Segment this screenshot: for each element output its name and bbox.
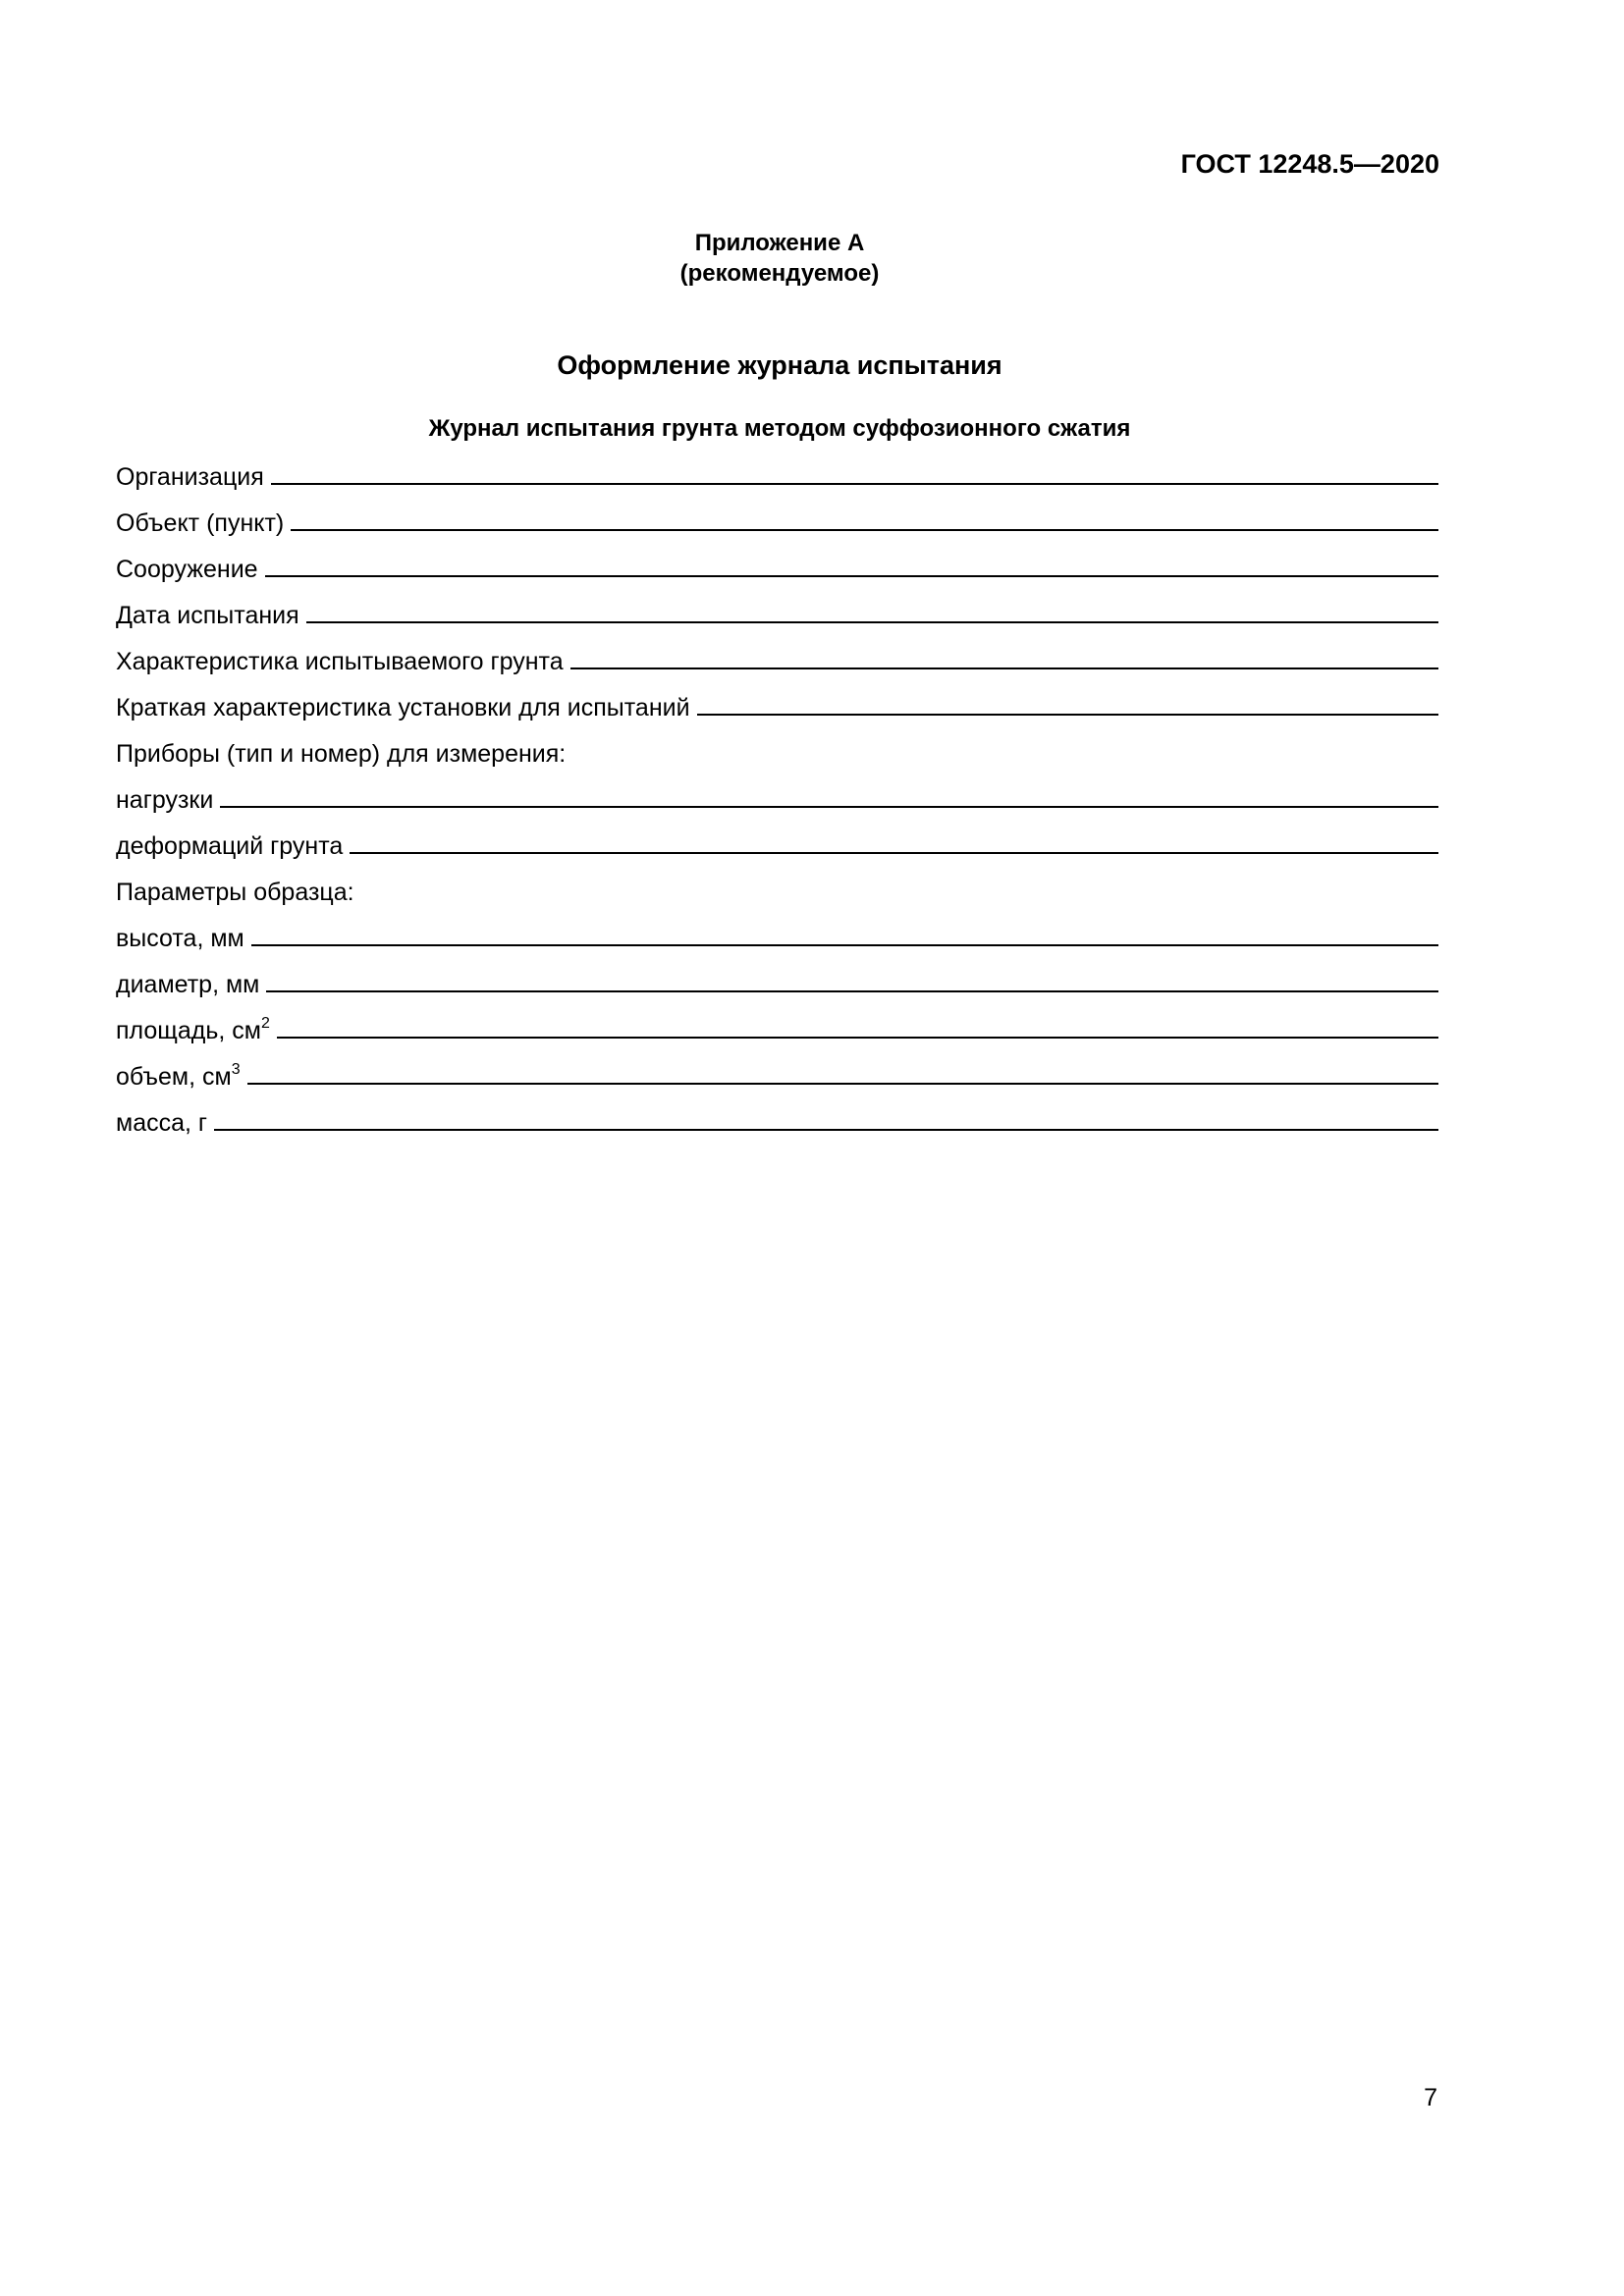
diameter-blank-line bbox=[266, 971, 1438, 992]
form-row-organization bbox=[116, 463, 1438, 509]
soil-characteristics-blank-line bbox=[570, 648, 1438, 669]
journal-form bbox=[116, 463, 1438, 1155]
height-blank-line bbox=[251, 925, 1438, 946]
field-label: Объект (пункт) bbox=[116, 509, 285, 537]
form-row-height bbox=[116, 925, 1438, 971]
field-label: деформаций грунта bbox=[116, 832, 344, 860]
field-label: Краткая характеристика установки для испытаний bbox=[116, 694, 690, 721]
field-label: нагрузки bbox=[116, 786, 214, 814]
page-number: 7 bbox=[1424, 2084, 1437, 2111]
form-row-apparatus bbox=[116, 694, 1438, 740]
form-row-area bbox=[116, 1014, 1438, 1063]
deformation-blank-line bbox=[350, 832, 1438, 854]
apparatus-blank-line bbox=[697, 694, 1438, 716]
field-label: масса, г bbox=[116, 1109, 208, 1137]
form-row-volume bbox=[116, 1060, 1438, 1109]
form-row-structure bbox=[116, 556, 1438, 602]
form-row-test-date bbox=[116, 602, 1438, 648]
field-label: Сооружение bbox=[116, 556, 258, 583]
mass-blank-line bbox=[214, 1109, 1438, 1131]
field-label: Организация bbox=[116, 463, 264, 491]
form-row-diameter bbox=[116, 971, 1438, 1017]
form-row-deformation bbox=[116, 832, 1438, 879]
form-row-soil-characteristics bbox=[116, 648, 1438, 694]
form-row-sample-params-heading bbox=[116, 879, 1438, 925]
object-blank-line bbox=[291, 509, 1438, 531]
form-row-instruments-heading bbox=[116, 740, 1438, 786]
test-date-blank-line bbox=[306, 602, 1438, 623]
document-code: ГОСТ 12248.5—2020 bbox=[1180, 149, 1439, 179]
volume-blank-line bbox=[247, 1063, 1438, 1085]
field-label: площадь, $см^2$ bbox=[116, 1014, 270, 1044]
field-label: объем, $см^3$ bbox=[116, 1060, 241, 1091]
area-blank-line bbox=[277, 1017, 1438, 1039]
organization-blank-line bbox=[271, 463, 1438, 485]
field-label: Дата испытания bbox=[116, 602, 299, 629]
form-row-object bbox=[116, 509, 1438, 556]
form-row-load bbox=[116, 786, 1438, 832]
section-label: Параметры образца: bbox=[116, 879, 354, 906]
structure-blank-line bbox=[265, 556, 1438, 577]
form-row-mass bbox=[116, 1109, 1438, 1155]
appendix-status: (рекомендуемое) bbox=[679, 260, 880, 287]
load-blank-line bbox=[220, 786, 1438, 808]
appendix-heading bbox=[0, 228, 1559, 289]
field-label: Характеристика испытываемого грунта bbox=[116, 648, 564, 675]
journal-title: Журнал испытания грунта методом суффозионного сжатия bbox=[428, 415, 1131, 442]
appendix-label: Приложение А bbox=[694, 230, 865, 256]
field-label: диаметр, мм bbox=[116, 971, 260, 998]
page-title: Оформление журнала испытания bbox=[557, 350, 1002, 380]
section-label: Приборы (тип и номер) для измерения: bbox=[116, 740, 567, 768]
field-label: высота, мм bbox=[116, 925, 244, 952]
